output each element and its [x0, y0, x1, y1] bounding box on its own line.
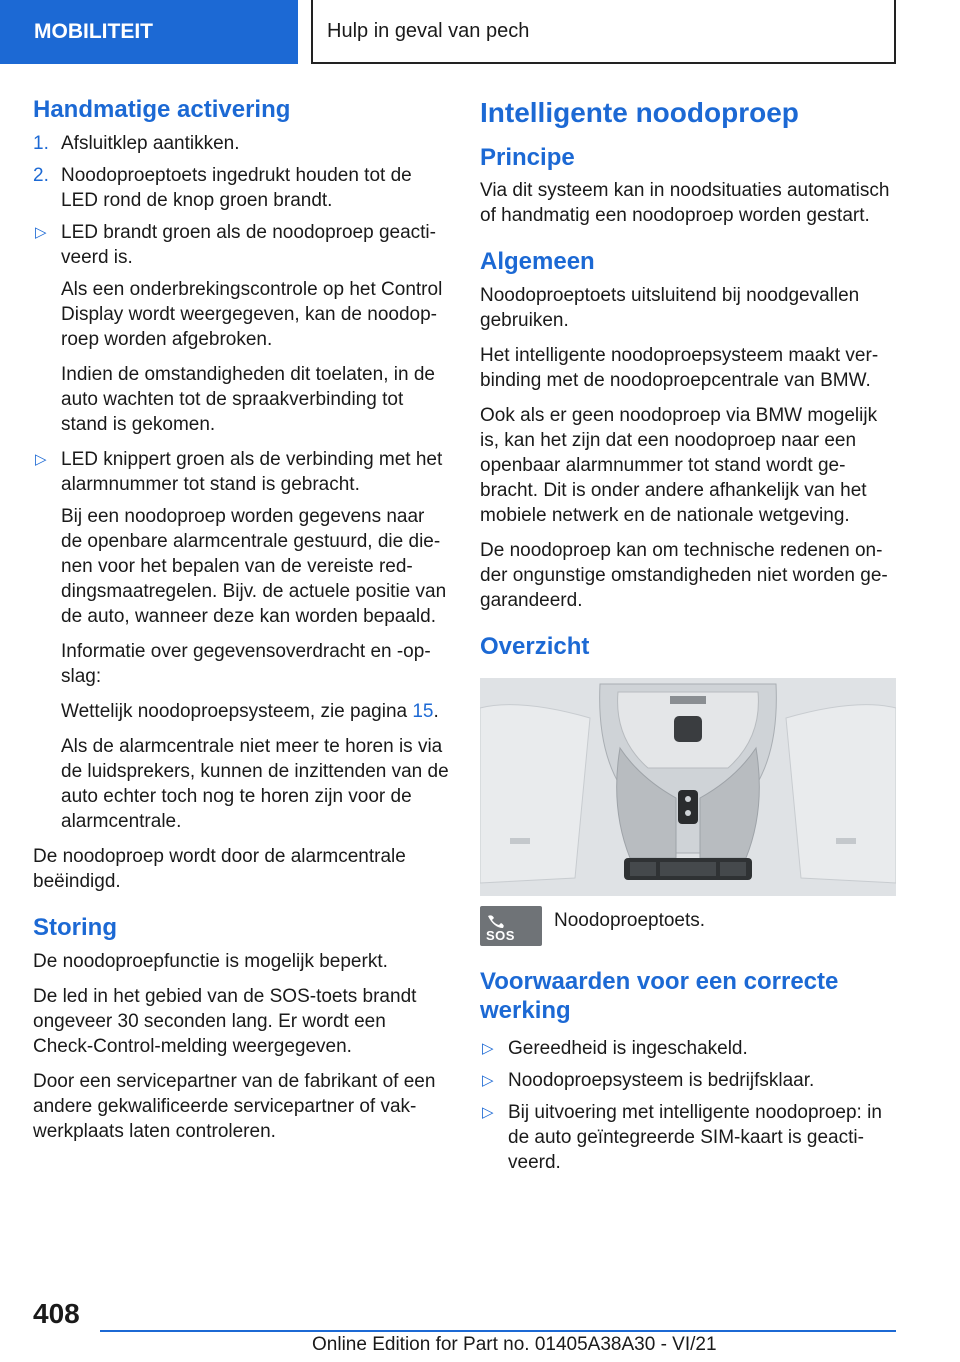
triangle-bullet-icon: ▷	[482, 1039, 494, 1057]
paragraph: De noodoproep kan om technische redenen on-der ongunstige omstandigheden niet worden ge-garandeerd.	[480, 540, 888, 612]
page-number: 408	[33, 1298, 80, 1329]
phone-icon	[486, 914, 506, 928]
overhead-console-illustration	[480, 678, 896, 896]
paragraph: Indien de omstandigheden dit toelaten, in de auto wachten tot de spraakverbinding tot stand is gekomen.	[61, 363, 435, 435]
footer-edition: Online Edition for Part no. 01405A38A30 - VI/21	[312, 1334, 717, 1355]
overzicht-heading: Overzicht	[480, 633, 590, 661]
bullet-led-green: ▷ LED brandt groen als de noodoproep geacti-veerd is.	[35, 221, 436, 268]
list-item: ▷ Gereedheid is ingeschakeld.	[482, 1037, 748, 1059]
voorwaarden-heading: Voorwaarden voor een correcte werking	[480, 967, 839, 1024]
manual-activation-heading: Handmatige activering	[33, 96, 291, 123]
paragraph: Als een onderbrekingscontrole op het Control Display wordt weergegeven, kan de noodop-roep worden afgebroken.	[61, 278, 443, 350]
paragraph: Via dit systeem kan in noodsituaties automatisch of handmatig een noodoproep worden gestart.	[480, 180, 890, 227]
paragraph: Door een servicepartner van de fabrikant of een andere gekwalificeerde servicepartner of vak-werkplaats laten controleren.	[33, 1070, 436, 1142]
right-column	[480, 96, 898, 1182]
sos-caption: Noodoproeptoets.	[554, 909, 706, 931]
storing-heading: Storing	[33, 913, 117, 941]
step-1: 1. Afsluitklep aantikken.	[33, 132, 240, 154]
sos-legend	[480, 906, 898, 946]
footer-divider	[100, 1330, 896, 1332]
triangle-bullet-icon: ▷	[482, 1103, 494, 1121]
algemeen-heading: Algemeen	[480, 248, 595, 276]
step-2: 2. Noodoproeptoets ingedrukt houden tot de LED rond de knop groen brandt.	[33, 164, 412, 211]
intelligent-emergency-call-heading: Intelligente noodoproep	[480, 97, 799, 128]
left-column	[33, 96, 449, 1154]
sos-button-icon: SOS	[480, 906, 542, 946]
header-chapter-title: Hulp in geval van pech	[311, 0, 896, 64]
paragraph: De noodoproep wordt door de alarmcentrale beëindigd.	[33, 845, 406, 892]
paragraph: De led in het gebied van de SOS-toets brandt ongeveer 30 seconden lang. Er wordt een Check-Control-melding weergegeven.	[33, 985, 417, 1057]
triangle-bullet-icon: ▷	[482, 1071, 494, 1089]
paragraph: Informatie over gegevensoverdracht en -op-slag:	[61, 640, 431, 687]
paragraph: Het intelligente noodoproepsysteem maakt ver-binding met de noodoproepcentrale van BMW.	[480, 345, 879, 392]
paragraph: Als de alarmcentrale niet meer te horen is via de luidsprekers, kunnen de inzittenden van de auto echter toch nog te horen zijn voor de alarmcentrale.	[61, 735, 449, 832]
list-item: ▷ Noodoproepsysteem is bedrijfsklaar.	[482, 1069, 815, 1091]
page-reference: Wettelijk noodoproepsysteem, zie pagina 15.	[61, 700, 439, 722]
paragraph: Ook als er geen noodoproep via BMW mogelijk is, kan het zijn dat een noodoproep naar een openbaar alarmnummer tot stand wordt ge-bracht. Dit is onder andere afhankelijk van het mobiele netwerk en de nationale wetgeving.	[480, 405, 878, 527]
header-section-tab: MOBILITEIT	[0, 0, 298, 64]
paragraph: Noodoproeptoets uitsluitend bij noodgevallen gebruiken.	[480, 285, 860, 332]
paragraph: De noodoproepfunctie is mogelijk beperkt.	[33, 950, 388, 972]
page-link[interactable]: 15	[412, 700, 434, 722]
list-item: ▷ Bij uitvoering met intelligente noodoproep: in de auto geïntegreerde SIM-kaart is geacti-veerd.	[482, 1101, 882, 1173]
principe-heading: Principe	[480, 143, 575, 171]
triangle-bullet-icon: ▷	[35, 450, 47, 468]
overhead-console-photo	[480, 678, 896, 896]
bullet-led-blinking: ▷ LED knippert groen als de verbinding met het alarmnummer tot stand is gebracht.	[35, 448, 443, 495]
triangle-bullet-icon: ▷	[35, 223, 47, 241]
paragraph: Bij een noodoproep worden gegevens naar de openbare alarmcentrale gestuurd, die die-nen voor het bepalen van de vereiste red-dingsmaatregelen. Bijv. de actuele positie van de auto, wanneer deze kan worden bepaald.	[61, 505, 447, 627]
